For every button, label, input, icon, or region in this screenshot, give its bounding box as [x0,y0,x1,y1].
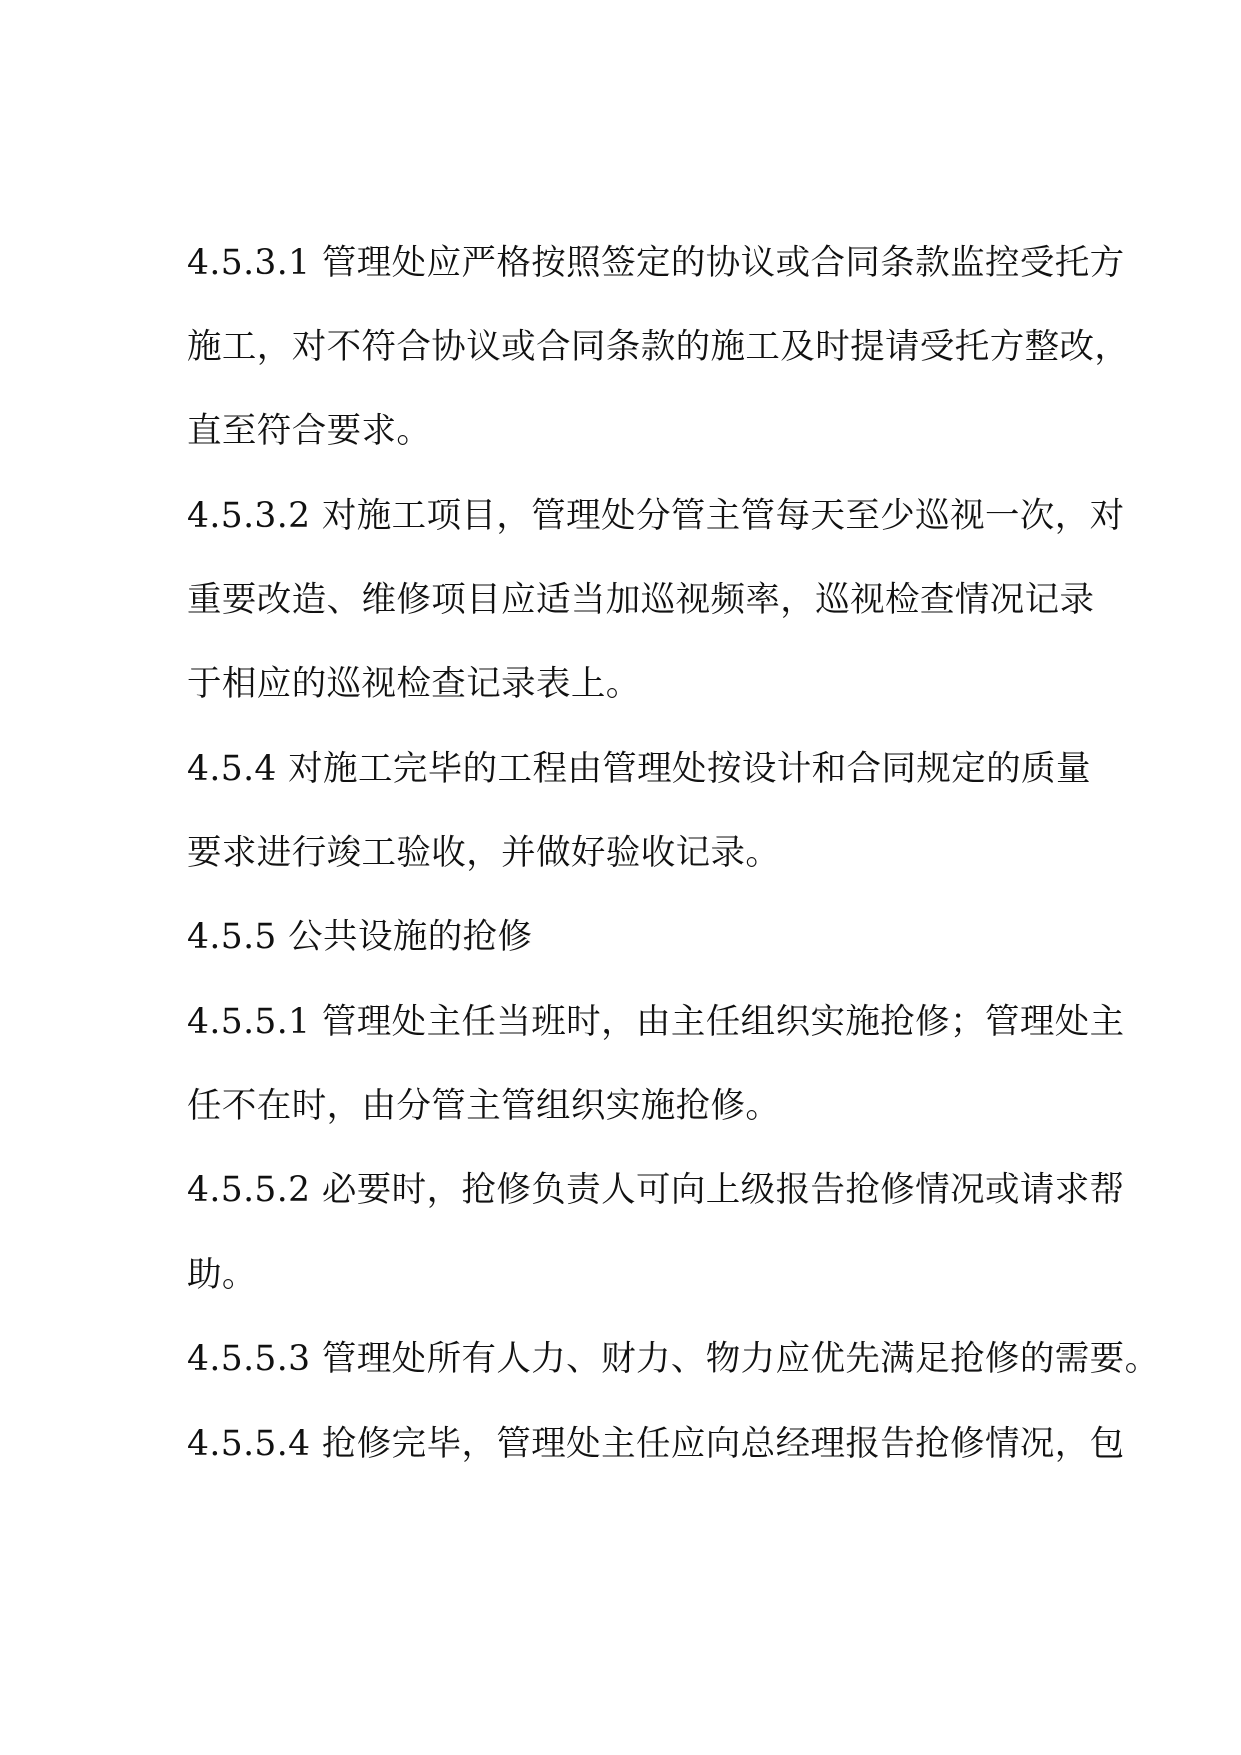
text-line: 4.5.3.2 对施工项目，管理处分管主管每天至少巡视一次，对 [187,496,1125,536]
section-heading: 4.5.5 公共设施的抢修 [187,917,533,957]
text-line: 4.5.4 对施工完毕的工程由管理处按设计和合同规定的质量 [187,749,1091,789]
text-line: 要求进行竣工验收，并做好验收记录。 [187,833,781,873]
text-line: 重要改造、维修项目应适当加巡视频率，巡视检查情况记录 [187,580,1095,620]
text-line: 于相应的巡视检查记录表上。 [187,664,641,704]
text-line: 任不在时，由分管主管组织实施抢修。 [187,1086,781,1126]
text-line: 4.5.5.3 管理处所有人力、财力、物力应优先满足抢修的需要。 [187,1339,1160,1379]
text-line: 4.5.5.4 抢修完毕，管理处主任应向总经理报告抢修情况，包 [187,1424,1125,1464]
text-line: 4.5.3.1 管理处应严格按照签定的协议或合同条款监控受托方 [187,243,1125,283]
text-line: 4.5.5.1 管理处主任当班时，由主任组织实施抢修；管理处主 [187,1002,1125,1042]
text-line: 施工，对不符合协议或合同条款的施工及时提请受托方整改， [187,327,1130,367]
text-line: 助。 [187,1255,257,1295]
text-line: 4.5.5.2 必要时，抢修负责人可向上级报告抢修情况或请求帮 [187,1170,1125,1210]
text-line: 直至符合要求。 [187,411,432,451]
